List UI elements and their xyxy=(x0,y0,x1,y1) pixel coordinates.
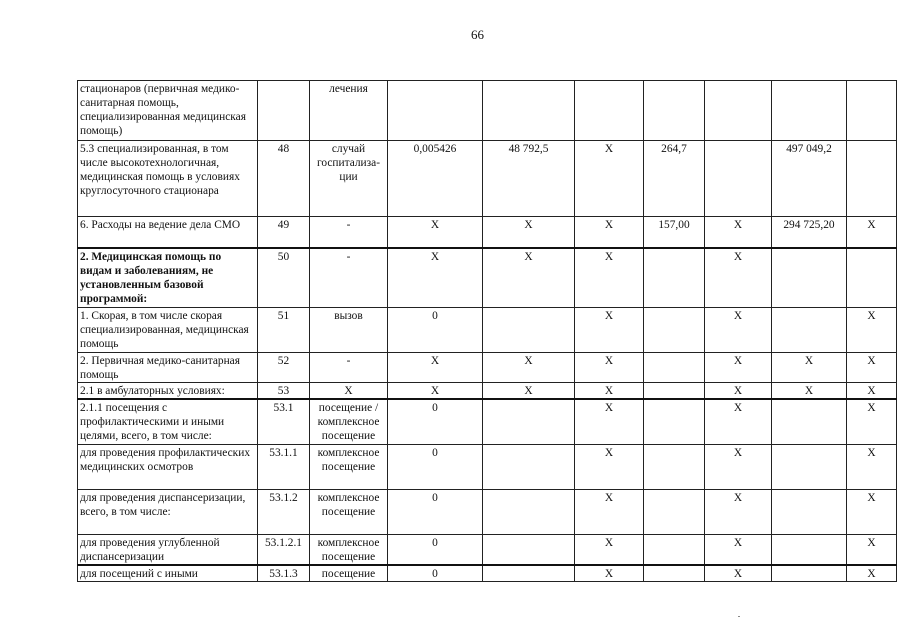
cell-c2: X xyxy=(483,248,575,308)
cell-c4 xyxy=(644,81,705,141)
cell-c6: X xyxy=(772,353,847,383)
table-row xyxy=(78,308,897,353)
cell-c7 xyxy=(847,248,897,308)
row-unit: посещение xyxy=(310,565,388,582)
table-row xyxy=(78,534,897,565)
cell-c1: 0 xyxy=(388,489,483,534)
row-name: 2.1.1 посещения с профилактическими и иными целями, всего, в том числе: xyxy=(78,399,258,444)
row-name: стационаров (первичная медико-санитарная помощь, специализированная медицинская помощь) xyxy=(78,81,258,141)
cell-c6 xyxy=(772,534,847,565)
row-name: для проведения диспансеризации, всего, в том числе: xyxy=(78,489,258,534)
cell-c6 xyxy=(772,308,847,353)
row-unit: лечения xyxy=(310,81,388,141)
row-name: 1. Скорая, в том числе скорая специализированная, медицинская помощь xyxy=(78,308,258,353)
cell-c7: X xyxy=(847,353,897,383)
row-unit: случай госпитализа-ции xyxy=(310,141,388,217)
cell-c6 xyxy=(772,248,847,308)
cell-c7: X xyxy=(847,217,897,248)
cell-c1: X xyxy=(388,217,483,248)
cell-c6: 497 049,2 xyxy=(772,141,847,217)
cell-c4 xyxy=(644,444,705,489)
cell-c1: X xyxy=(388,248,483,308)
cell-c4 xyxy=(644,383,705,400)
row-unit: - xyxy=(310,248,388,308)
cell-c7: X xyxy=(847,444,897,489)
cell-c5: X xyxy=(705,353,772,383)
table-row xyxy=(78,444,897,489)
row-number: 53.1.2.1 xyxy=(258,534,310,565)
table-row xyxy=(78,383,897,400)
row-number: 53.1.3 xyxy=(258,565,310,582)
row-name: 6. Расходы на ведение дела СМО xyxy=(78,217,258,248)
cell-c2 xyxy=(483,534,575,565)
cell-c5 xyxy=(705,81,772,141)
cell-c2 xyxy=(483,399,575,444)
table-row xyxy=(78,565,897,582)
table-row xyxy=(78,248,897,308)
cell-c1: X xyxy=(388,353,483,383)
cell-c5: X xyxy=(705,217,772,248)
cell-c1: 0,005426 xyxy=(388,141,483,217)
row-unit: - xyxy=(310,353,388,383)
cell-c3: X xyxy=(575,353,644,383)
cell-c3: X xyxy=(575,141,644,217)
data-table xyxy=(77,80,897,582)
cell-c5: X xyxy=(705,565,772,582)
cell-c1: 0 xyxy=(388,565,483,582)
cell-c6 xyxy=(772,565,847,582)
cell-c3: X xyxy=(575,383,644,400)
cell-c1: 0 xyxy=(388,534,483,565)
table-row xyxy=(78,217,897,248)
cell-c4 xyxy=(644,248,705,308)
cell-c2: X xyxy=(483,353,575,383)
cell-c2: X xyxy=(483,217,575,248)
cell-c7: X xyxy=(847,565,897,582)
cell-c5 xyxy=(705,141,772,217)
cell-c5: X xyxy=(705,399,772,444)
row-unit: комплексное посещение xyxy=(310,489,388,534)
cell-c1: 0 xyxy=(388,399,483,444)
cell-c6 xyxy=(772,81,847,141)
row-unit: комплексное посещение xyxy=(310,534,388,565)
row-number xyxy=(258,81,310,141)
cell-c4: 264,7 xyxy=(644,141,705,217)
row-name: для проведения углубленной диспансеризации xyxy=(78,534,258,565)
cell-c1: X xyxy=(388,383,483,400)
cell-c3: X xyxy=(575,444,644,489)
cell-c3: X xyxy=(575,217,644,248)
cell-c7 xyxy=(847,141,897,217)
cell-c5: X xyxy=(705,383,772,400)
row-number: 53.1.2 xyxy=(258,489,310,534)
row-unit: посещение / комплексное посещение xyxy=(310,399,388,444)
cell-c2 xyxy=(483,489,575,534)
cell-c2 xyxy=(483,308,575,353)
cell-c6 xyxy=(772,489,847,534)
row-name: 2. Медицинская помощь по видам и заболеваниям, не установленным базовой программой: xyxy=(78,248,258,308)
cell-c6 xyxy=(772,444,847,489)
cell-c5: X xyxy=(705,444,772,489)
row-name: 2.1 в амбулаторных условиях: xyxy=(78,383,258,400)
cell-c2: X xyxy=(483,383,575,400)
cell-c3 xyxy=(575,81,644,141)
cell-c1: 0 xyxy=(388,308,483,353)
cell-c4 xyxy=(644,308,705,353)
cell-c7: X xyxy=(847,308,897,353)
cell-c1: 0 xyxy=(388,444,483,489)
row-unit: вызов xyxy=(310,308,388,353)
row-number: 53.1 xyxy=(258,399,310,444)
cell-c5: X xyxy=(705,248,772,308)
cell-c4 xyxy=(644,565,705,582)
cell-c7: X xyxy=(847,399,897,444)
table-row xyxy=(78,399,897,444)
cell-c3: X xyxy=(575,489,644,534)
row-name: 2. Первичная медико-санитарная помощь xyxy=(78,353,258,383)
cell-c6: 294 725,20 xyxy=(772,217,847,248)
cell-c4 xyxy=(644,353,705,383)
cell-c2 xyxy=(483,565,575,582)
row-number: 52 xyxy=(258,353,310,383)
cell-c7: X xyxy=(847,534,897,565)
cell-c4: 157,00 xyxy=(644,217,705,248)
row-number: 53 xyxy=(258,383,310,400)
cell-c6 xyxy=(772,399,847,444)
cell-c7: X xyxy=(847,489,897,534)
page-number: 66 xyxy=(471,27,484,42)
row-number: 51 xyxy=(258,308,310,353)
table-row xyxy=(78,81,897,141)
cell-c7 xyxy=(847,81,897,141)
row-name: 5.3 специализированная, в том числе высокотехнологичная, медицинская помощь в условиях круглосуточного стационара xyxy=(78,141,258,217)
row-unit: комплексное посещение xyxy=(310,444,388,489)
row-unit: X xyxy=(310,383,388,400)
row-unit: - xyxy=(310,217,388,248)
cell-c4 xyxy=(644,534,705,565)
row-name: для посещений с иными xyxy=(78,565,258,582)
cell-c5: X xyxy=(705,489,772,534)
cell-c5: X xyxy=(705,534,772,565)
table-row xyxy=(78,353,897,383)
cell-c5: X xyxy=(705,308,772,353)
row-number: 49 xyxy=(258,217,310,248)
cell-c3: X xyxy=(575,565,644,582)
cell-c6: X xyxy=(772,383,847,400)
row-number: 53.1.1 xyxy=(258,444,310,489)
row-number: 50 xyxy=(258,248,310,308)
table-row xyxy=(78,489,897,534)
cell-c2 xyxy=(483,444,575,489)
cell-c4 xyxy=(644,489,705,534)
cell-c1 xyxy=(388,81,483,141)
cell-c3: X xyxy=(575,248,644,308)
table-row xyxy=(78,141,897,217)
row-number: 48 xyxy=(258,141,310,217)
cell-c2: 48 792,5 xyxy=(483,141,575,217)
scan-mark xyxy=(738,616,740,617)
cell-c2 xyxy=(483,81,575,141)
cell-c3: X xyxy=(575,534,644,565)
cell-c3: X xyxy=(575,399,644,444)
row-name: для проведения профилактических медицинских осмотров xyxy=(78,444,258,489)
cell-c3: X xyxy=(575,308,644,353)
cell-c7: X xyxy=(847,383,897,400)
cell-c4 xyxy=(644,399,705,444)
